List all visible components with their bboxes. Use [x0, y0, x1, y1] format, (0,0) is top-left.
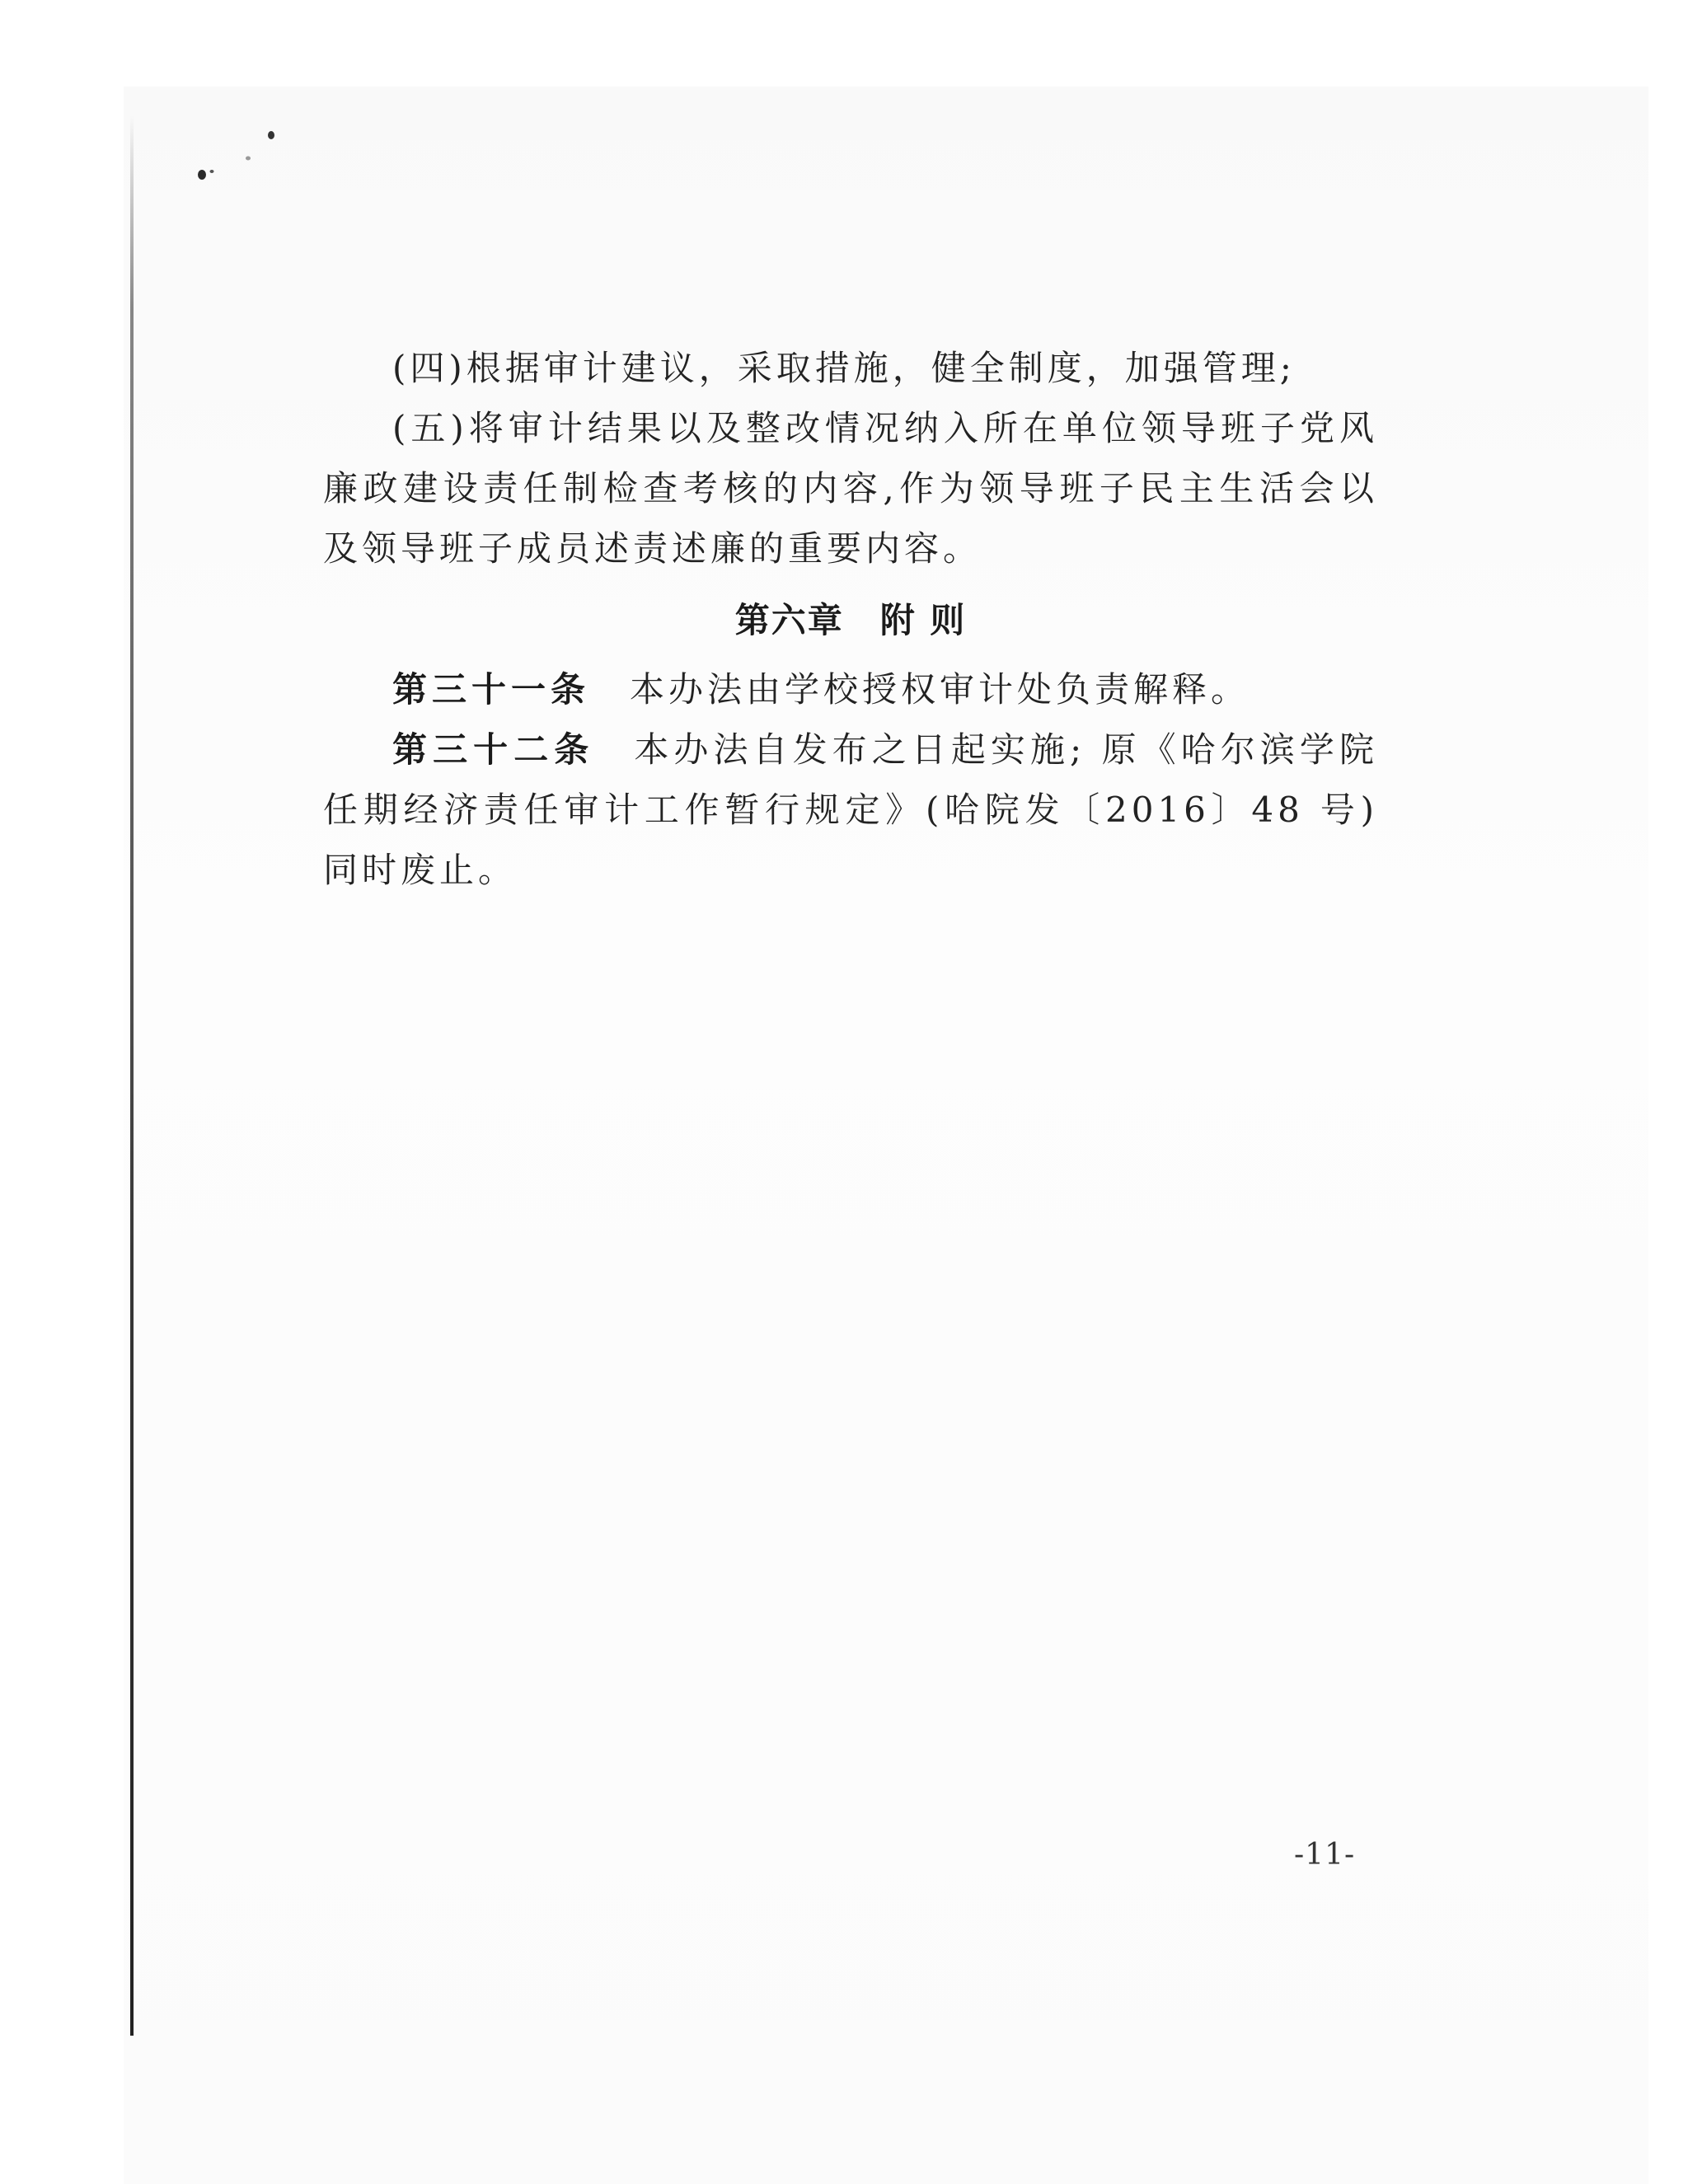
chapter-heading: 第六章 附 则 — [734, 600, 967, 640]
page-number: -11- — [1294, 1838, 1356, 1872]
article-31 — [323, 659, 1378, 719]
article-31-label: 第三十一条 — [392, 669, 591, 710]
article-31-text: 本办法由学校授权审计处负责解释。 — [630, 669, 1250, 710]
paragraph-item-4: (四)根据审计建议，采取措施，健全制度，加强管理; — [392, 348, 1296, 388]
scan-edge-shadow — [130, 115, 134, 2036]
paragraph-item-5: (五)将审计结果以及整改情况纳入所在单位领导班子党风廉政建设责任制检查考核的内容,作为领导班子民主生活会以及领导班子成员述责述廉的重要内容。 — [323, 408, 1378, 569]
article-32-label: 第三十二条 — [392, 729, 595, 770]
article-32-text: 本办法自发布之日起实施; 原《哈尔滨学院任期经济责任审计工作暂行规定》(哈院发〔2016〕48 号)同时废止。 — [323, 729, 1378, 890]
article-32 — [323, 719, 1378, 900]
document-body — [323, 338, 1378, 900]
scan-specks — [194, 124, 293, 190]
